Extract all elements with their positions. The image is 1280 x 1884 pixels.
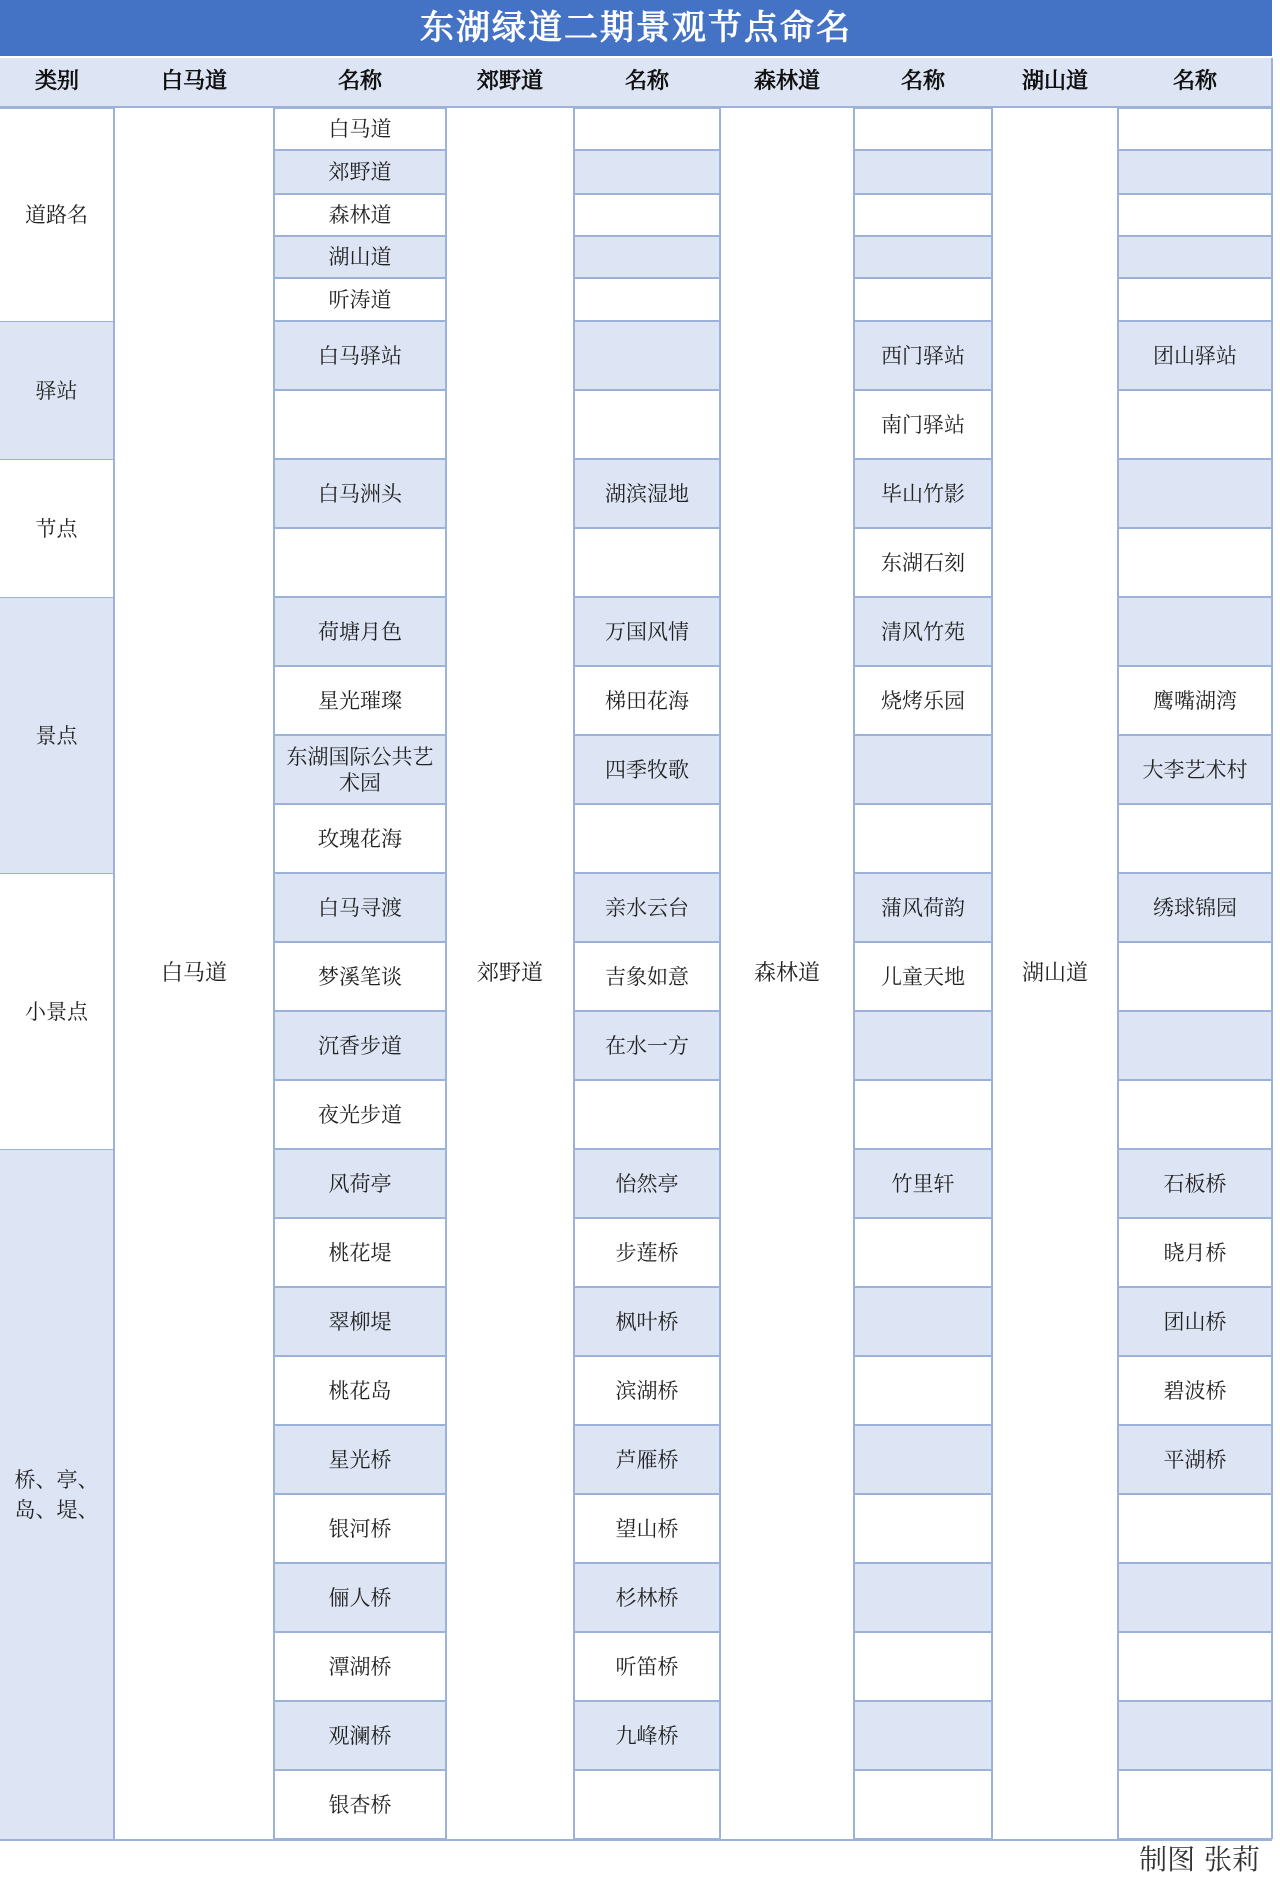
- name-cell: [1118, 942, 1272, 1011]
- header-name: 名称: [1118, 58, 1272, 108]
- name-cell: 杉林桥: [574, 1563, 720, 1632]
- name-cell: [854, 1701, 992, 1770]
- category-cell: 桥、亭、岛、堤、: [0, 1149, 114, 1839]
- name-cell: 毕山竹影: [854, 459, 992, 528]
- name-cell: [1118, 597, 1272, 666]
- header-category: 类别: [0, 58, 114, 108]
- name-cell: 滨湖桥: [574, 1356, 720, 1425]
- name-cell: [274, 390, 446, 459]
- road-label: 郊野道: [446, 108, 574, 1839]
- name-cell: [274, 528, 446, 597]
- name-cell: [574, 1080, 720, 1149]
- name-cell: [854, 1287, 992, 1356]
- category-cell: 小景点: [0, 873, 114, 1149]
- header-road: 湖山道: [992, 58, 1118, 108]
- name-cell: [854, 804, 992, 873]
- header-name: 名称: [854, 58, 992, 108]
- name-cell: [854, 1425, 992, 1494]
- name-cell: [854, 150, 992, 194]
- name-cell: [1118, 1770, 1272, 1839]
- name-cell: [1118, 459, 1272, 528]
- header-road: 白马道: [114, 58, 274, 108]
- name-cell: [1118, 236, 1272, 278]
- name-cell: 枫叶桥: [574, 1287, 720, 1356]
- name-cell: 银杏桥: [274, 1770, 446, 1839]
- name-cell: 儿童天地: [854, 942, 992, 1011]
- name-cell: 平湖桥: [1118, 1425, 1272, 1494]
- name-cell: [1118, 1494, 1272, 1563]
- name-cell: 绣球锦园: [1118, 873, 1272, 942]
- name-cell: 竹里轩: [854, 1149, 992, 1218]
- name-cell: 蒲风荷韵: [854, 873, 992, 942]
- name-cell: [574, 321, 720, 390]
- name-cell: 星光璀璨: [274, 666, 446, 735]
- name-cell: 湖山道: [274, 236, 446, 278]
- name-cell: [854, 1218, 992, 1287]
- name-cell: [854, 1770, 992, 1839]
- credit-text: 制图 张莉: [1139, 1843, 1260, 1876]
- header-road: 森林道: [720, 58, 854, 108]
- header-road: 郊野道: [446, 58, 574, 108]
- category-cell: 道路名: [0, 108, 114, 321]
- name-cell: 东湖国际公共艺术园: [274, 735, 446, 804]
- name-cell: 万国风情: [574, 597, 720, 666]
- table-border: [0, 1839, 1272, 1841]
- name-cell: 玫瑰花海: [274, 804, 446, 873]
- road-label: 湖山道: [992, 108, 1118, 1839]
- name-cell: 听笛桥: [574, 1632, 720, 1701]
- name-cell: 白马道: [274, 108, 446, 150]
- name-cell: [854, 1080, 992, 1149]
- name-cell: [1118, 1080, 1272, 1149]
- name-cell: [574, 150, 720, 194]
- name-cell: 石板桥: [1118, 1149, 1272, 1218]
- name-cell: [1118, 528, 1272, 597]
- header-name: 名称: [274, 58, 446, 108]
- road-label: 森林道: [720, 108, 854, 1839]
- name-cell: [1118, 1701, 1272, 1770]
- name-cell: 荷塘月色: [274, 597, 446, 666]
- category-cell: 驿站: [0, 321, 114, 459]
- name-cell: 在水一方: [574, 1011, 720, 1080]
- name-cell: 翠柳堤: [274, 1287, 446, 1356]
- name-cell: [854, 278, 992, 321]
- name-cell: 步莲桥: [574, 1218, 720, 1287]
- name-cell: [854, 236, 992, 278]
- name-cell: 潭湖桥: [274, 1632, 446, 1701]
- name-cell: 四季牧歌: [574, 735, 720, 804]
- name-cell: 大李艺术村: [1118, 735, 1272, 804]
- name-cell: [1118, 804, 1272, 873]
- name-cell: 郊野道: [274, 150, 446, 194]
- name-cell: [574, 528, 720, 597]
- name-cell: 梯田花海: [574, 666, 720, 735]
- name-cell: 怡然亭: [574, 1149, 720, 1218]
- name-cell: 九峰桥: [574, 1701, 720, 1770]
- name-cell: 西门驿站: [854, 321, 992, 390]
- name-cell: [854, 1494, 992, 1563]
- name-cell: 桃花岛: [274, 1356, 446, 1425]
- name-cell: 沉香步道: [274, 1011, 446, 1080]
- name-cell: 梦溪笔谈: [274, 942, 446, 1011]
- name-cell: 观澜桥: [274, 1701, 446, 1770]
- table-title: 东湖绿道二期景观节点命名: [0, 0, 1272, 56]
- name-cell: 夜光步道: [274, 1080, 446, 1149]
- road-label: 白马道: [114, 108, 274, 1839]
- category-cell: 节点: [0, 459, 114, 597]
- name-cell: 星光桥: [274, 1425, 446, 1494]
- name-cell: 亲水云台: [574, 873, 720, 942]
- name-cell: 团山桥: [1118, 1287, 1272, 1356]
- name-cell: 烧烤乐园: [854, 666, 992, 735]
- name-cell: 白马驿站: [274, 321, 446, 390]
- name-cell: [1118, 1563, 1272, 1632]
- name-cell: [854, 108, 992, 150]
- name-cell: 风荷亭: [274, 1149, 446, 1218]
- category-cell: 景点: [0, 597, 114, 873]
- name-cell: 鹰嘴湖湾: [1118, 666, 1272, 735]
- name-cell: [854, 1011, 992, 1080]
- name-cell: [1118, 194, 1272, 236]
- name-cell: [854, 1632, 992, 1701]
- name-cell: 南门驿站: [854, 390, 992, 459]
- name-cell: [574, 1770, 720, 1839]
- name-cell: 吉象如意: [574, 942, 720, 1011]
- name-cell: 芦雁桥: [574, 1425, 720, 1494]
- name-cell: 东湖石刻: [854, 528, 992, 597]
- name-cell: 俪人桥: [274, 1563, 446, 1632]
- name-cell: [1118, 278, 1272, 321]
- name-cell: [854, 1563, 992, 1632]
- name-cell: 晓月桥: [1118, 1218, 1272, 1287]
- table-border: [1271, 58, 1273, 1839]
- name-cell: [574, 804, 720, 873]
- name-cell: [1118, 108, 1272, 150]
- name-cell: [854, 1356, 992, 1425]
- name-cell: [574, 194, 720, 236]
- header-name: 名称: [574, 58, 720, 108]
- name-cell: 桃花堤: [274, 1218, 446, 1287]
- name-cell: 清风竹苑: [854, 597, 992, 666]
- name-cell: [574, 390, 720, 459]
- name-cell: [1118, 1011, 1272, 1080]
- name-cell: 湖滨湿地: [574, 459, 720, 528]
- name-cell: 白马洲头: [274, 459, 446, 528]
- name-cell: 望山桥: [574, 1494, 720, 1563]
- name-cell: [1118, 150, 1272, 194]
- name-cell: [1118, 390, 1272, 459]
- name-cell: 听涛道: [274, 278, 446, 321]
- name-cell: 白马寻渡: [274, 873, 446, 942]
- name-cell: [854, 735, 992, 804]
- name-cell: 碧波桥: [1118, 1356, 1272, 1425]
- name-cell: [1118, 1632, 1272, 1701]
- name-cell: [854, 194, 992, 236]
- name-cell: [574, 236, 720, 278]
- name-cell: 团山驿站: [1118, 321, 1272, 390]
- name-cell: 银河桥: [274, 1494, 446, 1563]
- name-cell: 森林道: [274, 194, 446, 236]
- name-cell: [574, 108, 720, 150]
- name-cell: [574, 278, 720, 321]
